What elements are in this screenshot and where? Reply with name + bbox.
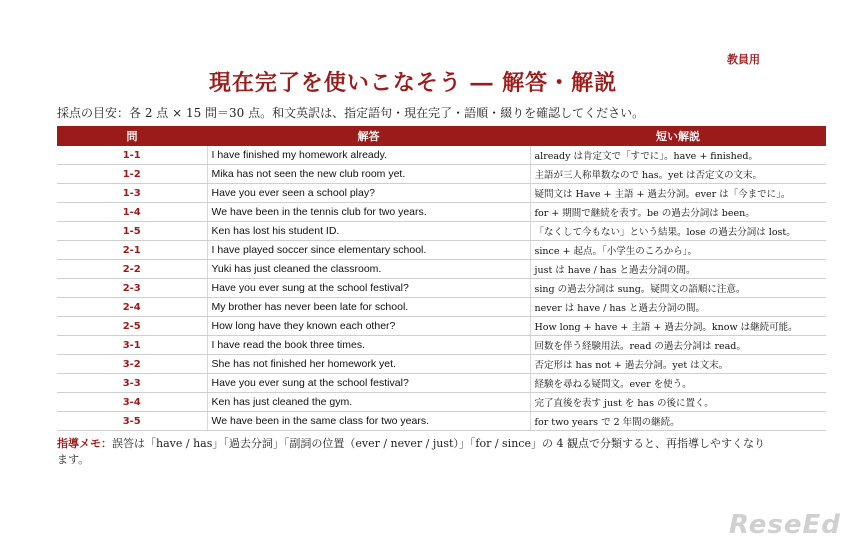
table-row [57,298,826,317]
question-number: 1-5 [57,222,207,241]
explanation-cell: just は have / has と過去分詞の間。 [530,260,826,279]
table-row [57,222,826,241]
answer-cell: Ken has lost his student ID. [207,222,530,241]
page-title: 現在完了を使いこなそう ― 解答・解説 [208,70,618,96]
memo-text: 誤答は「have / has」「過去分詞」「副詞の位置（ever / never / just）」「for / since」の 4 観点で分類すると、再指導しやすくなります。 [57,437,765,466]
explanation-cell: 疑問文は Have + 主語 + 過去分詞。ever は「今までに」。 [530,184,826,203]
header-explanation: 短い解説 [530,126,826,146]
table-row [57,203,826,222]
question-number: 2-3 [57,279,207,298]
explanation-cell: never は have / has と過去分詞の間。 [530,298,826,317]
table-row [57,336,826,355]
explanation-cell: for two years で 2 年間の継続。 [530,412,826,431]
answer-cell: Have you ever sung at the school festival? [207,279,530,298]
answer-cell: I have finished my homework already. [207,146,530,165]
answer-table [57,126,826,431]
table-row [57,260,826,279]
explanation-cell: 回数を伴う経験用法。read の過去分詞は read。 [530,336,826,355]
header-answer: 解答 [207,126,530,146]
table-row [57,355,826,374]
question-number: 3-1 [57,336,207,355]
answer-cell: Have you ever seen a school play? [207,184,530,203]
table-row [57,374,826,393]
explanation-cell: 主語が三人称単数なので has。yet は否定文の文末。 [530,165,826,184]
teacher-edition-badge: 教員用 [727,53,760,66]
explanation-cell: 否定形は has not + 過去分詞。yet は文末。 [530,355,826,374]
table-row [57,317,826,336]
question-number: 3-5 [57,412,207,431]
explanation-cell: for + 期間で継続を表す。be の過去分詞は been。 [530,203,826,222]
header-question: 問 [57,126,207,146]
answer-cell: We have been in the same class for two years. [207,412,530,431]
table-row [57,393,826,412]
answer-cell: Have you ever sung at the school festival? [207,374,530,393]
table-row [57,412,826,431]
question-number: 1-4 [57,203,207,222]
answer-cell: Mika has not seen the new club room yet. [207,165,530,184]
explanation-cell: sing の過去分詞は sung。疑問文の語順に注意。 [530,279,826,298]
table-row [57,184,826,203]
scoring-guide: 採点の目安：各 2 点 × 15 問＝30 点。和文英訳は、指定語句・現在完了・語順・綴りを確認してください。 [57,106,645,120]
resed-logo: ReseEd [729,510,841,540]
question-number: 3-3 [57,374,207,393]
table-row [57,165,826,184]
explanation-cell: 完了直後を表す just を has の後に置く。 [530,393,826,412]
question-number: 1-1 [57,146,207,165]
question-number: 2-5 [57,317,207,336]
explanation-cell: since + 起点。「小学生のころから」。 [530,241,826,260]
table-row [57,241,826,260]
memo-label: 指導メモ： [57,437,112,450]
answer-cell: I have read the book three times. [207,336,530,355]
question-number: 2-4 [57,298,207,317]
explanation-cell: 「なくして今もない」という結果。lose の過去分詞は lost。 [530,222,826,241]
teaching-memo [57,436,769,468]
answer-cell: Yuki has just cleaned the classroom. [207,260,530,279]
question-number: 2-2 [57,260,207,279]
question-number: 1-2 [57,165,207,184]
table-header-row [57,126,826,146]
table-row [57,146,826,165]
table-row [57,279,826,298]
explanation-cell: How long + have + 主語 + 過去分詞。know は継続可能。 [530,317,826,336]
table-body [57,146,826,431]
question-number: 2-1 [57,241,207,260]
answer-cell: How long have they known each other? [207,317,530,336]
explanation-cell: 経験を尋ねる疑問文。ever を使う。 [530,374,826,393]
answer-cell: My brother has never been late for school. [207,298,530,317]
answer-cell: I have played soccer since elementary school. [207,241,530,260]
answer-cell: We have been in the tennis club for two years. [207,203,530,222]
question-number: 1-3 [57,184,207,203]
explanation-cell: already は肯定文で「すでに」。have + finished。 [530,146,826,165]
answer-cell: Ken has just cleaned the gym. [207,393,530,412]
question-number: 3-2 [57,355,207,374]
question-number: 3-4 [57,393,207,412]
answer-cell: She has not finished her homework yet. [207,355,530,374]
